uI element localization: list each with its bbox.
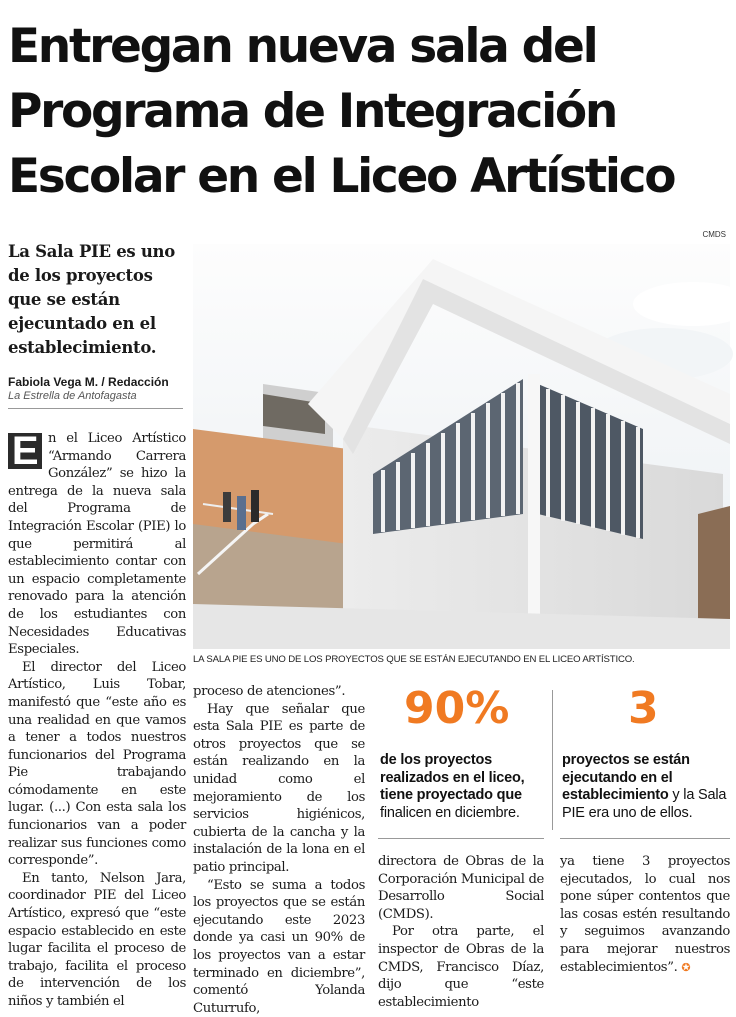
paragraph-1-text: n el Liceo Artístico “Armando Carrera González” se hizo la entrega de la nueva sala del Programa de Integración Escolar (PIE) lo que permitirá al establecimiento contar con un espacio completamente renovado para la atención de los estudiantes con Necesidades Educativas Especiales. — [8, 431, 186, 658]
paragraph-4: proceso de atenciones”. — [193, 684, 346, 699]
building-illustration — [193, 244, 730, 649]
paragraph-1 — [8, 430, 186, 659]
article-photo — [193, 244, 730, 649]
paragraph-3: En tanto, Nelson Jara, coordinador PIE del Liceo Artístico, expresó que “este espacio establecido en este lugar facilita el proceso de trabajo, facilita el proceso de intervención de los niños y también el — [8, 870, 186, 1009]
paragraph-8: Por otra parte, el inspector de Obras de la CMDS, Francisco Díaz, dijo que “este establecimiento — [378, 924, 544, 1010]
paragraph-5: Hay que señalar que esta Sala PIE es parte de otros proyectos que se están realizando en la unidad como el mejoramiento de los servicios higiénicos, cubierta de la cancha y la instalación de la lona en el patio principal. — [193, 701, 365, 875]
body-column-1 — [8, 430, 186, 1011]
stat-1-text — [380, 752, 545, 822]
stat-1-divider — [378, 838, 544, 839]
paragraph-7: directora de Obras de la Corporación Municipal de Desarrollo Social (CMDS). — [378, 854, 544, 922]
headline — [8, 14, 730, 209]
photo-caption: LA SALA PIE ES UNO DE LOS PROYECTOS QUE SE ESTÁN EJECUTANDO EN EL LICEO ARTÍSTICO. — [193, 654, 635, 665]
byline — [8, 375, 188, 402]
stat-vertical-divider — [552, 690, 553, 830]
body-column-2 — [193, 683, 365, 1017]
stat-90-percent: 90% — [404, 683, 510, 734]
end-mark-icon: ✪ — [681, 960, 691, 974]
paragraph-9 — [560, 853, 730, 976]
stat-2-bold: proyectos se están ejecutando en el establecimiento — [562, 752, 690, 803]
paragraph-6: “Esto se suma a todos los proyectos que se están ejecutando este 2023 donde ya casi un 90% de los proyectos van a estar terminado en diciembre”, comentó Yolanda Cuturrufo, — [193, 877, 365, 1016]
dropcap: E — [8, 433, 42, 469]
headline-line-3: Escolar en el Liceo Artístico — [8, 149, 675, 204]
stat-3-projects: 3 — [628, 683, 659, 734]
byline-divider — [8, 408, 183, 409]
stat-1-rest: finalicen en diciembre. — [380, 804, 520, 821]
headline-line-2: Programa de Integración — [8, 84, 617, 139]
byline-publication: La Estrella de Antofagasta — [8, 390, 137, 402]
stat-2-rest: y la Sala PIE era uno de ellos. — [562, 787, 727, 821]
paragraph-9-text: ya tiene 3 proyectos ejecutados, lo cual nos pone súper contentos que las cosas estén resultando y seguimos avanzando para mejorar nuestros establecimientos”. — [560, 854, 730, 975]
byline-author: Fabiola Vega M. / Redacción — [8, 375, 169, 389]
stat-2-divider — [560, 838, 730, 839]
photo-credit: CMDS — [702, 230, 726, 239]
paragraph-2: El director del Liceo Artístico, Luis Tobar, manifestó que “este año es una realidad en que vamos a tener a todos nuestros funcionarios del Programa Pie trabajando cómodamente en este lugar. (...) Con esta sala los funcionarios van a poder realizar sus funciones como corresponde”. — [8, 659, 186, 869]
stat-1-bold: de los proyectos realizados en el liceo, tiene proyectado que — [380, 752, 525, 803]
body-column-4 — [560, 853, 730, 976]
body-column-3 — [378, 853, 544, 1011]
lede: La Sala PIE es uno de los proyectos que se están ejecuntado en el establecimiento. — [8, 242, 175, 357]
stat-2-text — [562, 752, 730, 822]
headline-line-1: Entregan nueva sala del — [8, 19, 597, 74]
